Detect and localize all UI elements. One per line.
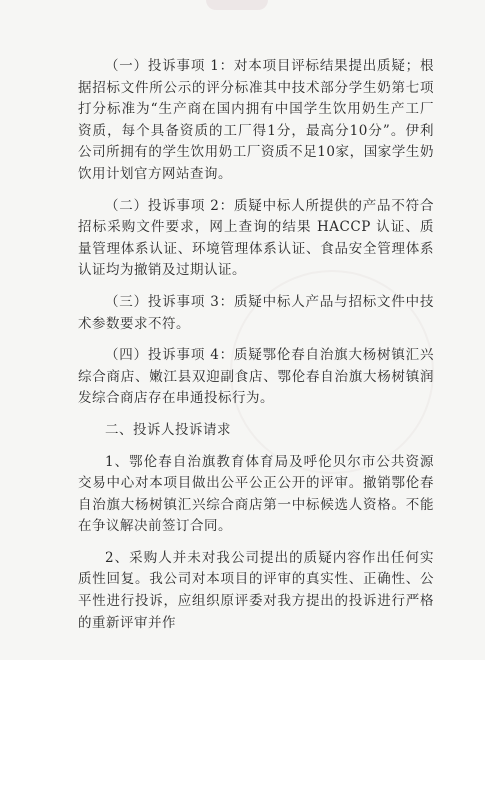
- request-item-1: 1、鄂伦春自治旗教育体育局及呼伦贝尔市公共资源交易中心对本项目做出公平公正公开的评审。撤销鄂伦春自治旗大杨树镇汇兴综合商店第一中标候选人资格。不能在争议解决前签订合同。: [78, 453, 434, 535]
- complaint-item-4: （四）投诉事项 4：质疑鄂伦春自治旗大杨树镇汇兴综合商店、嫩江县双迎副食店、鄂伦春自治旗大杨树镇润发综合商店存在串通投标行为。: [78, 347, 434, 407]
- complaint-item-2: （二）投诉事项 2：质疑中标人所提供的产品不符合招标采购文件要求，网上查询的结果 HACCP 认证、质量管理体系认证、环境管理体系认证、食品安全管理体系认证均为撤销及过期认证。: [78, 197, 434, 279]
- complaint-item-1: （一）投诉事项 1：对本项目评标结果提出质疑；根据招标文件所公示的评分标准其中技术部分学生奶第七项打分标准为“生产商在国内拥有中国学生饮用奶生产工厂资质，每个具备资质的工厂得1分，最高分10分”。伊利公司所拥有的学生饮用奶工厂资质不足10家，国家学生奶饮用计划官方网站查询。: [78, 58, 434, 182]
- stamp-bleed-mark: [206, 0, 268, 10]
- request-item-2: 2、采购人并未对我公司提出的质疑内容作出任何实质性回复。我公司对本项目的评审的真实性、正确性、公平性进行投诉，应组织原评委对我方提出的投诉进行严格的重新评审并作: [78, 549, 434, 631]
- complaint-item-3: （三）投诉事项 3：质疑中标人产品与招标文件中技术参数要求不符。: [78, 293, 434, 332]
- bottom-blank-area: [0, 660, 485, 800]
- document-body: [78, 56, 434, 644]
- section-heading: 二、投诉人投诉请求: [105, 421, 231, 438]
